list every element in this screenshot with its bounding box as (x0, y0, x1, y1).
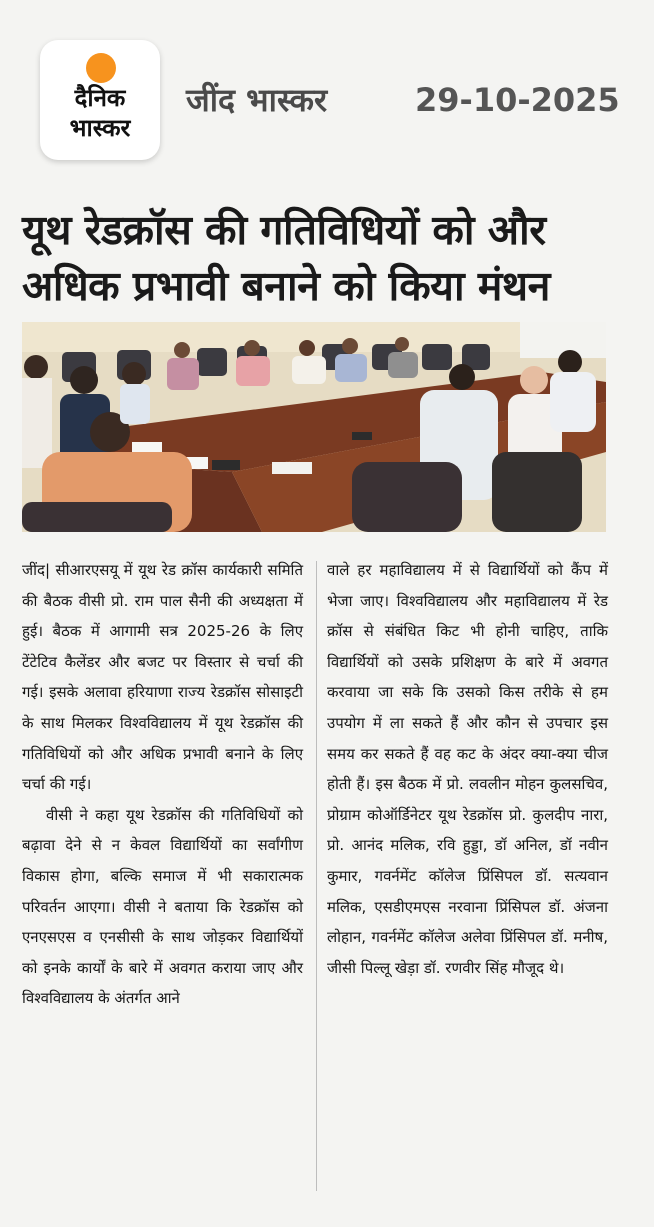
edition-name: जींद भास्कर (186, 81, 328, 119)
column-divider (316, 561, 317, 1191)
logo-text-line2: भास्कर (69, 114, 131, 142)
article-column-left (22, 555, 303, 1014)
meeting-photo (22, 322, 606, 532)
article-paragraph: वीसी ने कहा यूथ रेडक्रॉस की गतिविधियों को बढ़ावा देने से न केवल विद्यार्थियों का सर्वांगीण विकास होगा, बल्कि समाज में भी सकारात्मक परिवर्तन आएगा। वीसी ने बताया कि रेडक्रॉस को एनएसएस व एनसीसी के साथ जोड़कर विद्यार्थियों को इनके कार्यों के बारे में अवगत कराया जाए और विश्वविद्यालय के अंतर्गत आने (22, 805, 303, 1008)
article-column-right (327, 555, 608, 983)
publication-date: 29-10-2025 (415, 81, 620, 119)
dainik-bhaskar-logo (40, 40, 160, 160)
article-paragraph: जींद| सीआरएसयू में यूथ रेड क्रॉस कार्यकारी समिति की बैठक वीसी प्रो. राम पाल सैनी की अध्यक्षता में हुई। बैठक में आगामी सत्र 2025-26 के लिए टेंटेटिव कैलेंडर और बजट पर विस्तार से चर्चा की गई। इसके अलावा हरियाणा राज्य रेडक्रॉस सोसाइटी के साथ मिलकर विश्वविद्यालय में यूथ रेडक्रॉस की गतिविधियों को और अधिक प्रभावी बनाने के लिए चर्चा की गई। (22, 561, 303, 794)
article-body (22, 555, 610, 1205)
sun-icon (86, 53, 116, 83)
logo-text-line1: दैनिक (74, 84, 126, 112)
masthead (0, 0, 654, 180)
headline: यूथ रेडक्रॉस की गतिविधियों को और अधिक प्रभावी बनाने को किया मंथन (22, 206, 550, 310)
article-paragraph: वाले हर महाविद्यालय में से विद्यार्थियों को कैंप में भेजा जाए। विश्वविद्यालय और महाविद्यालय में रेड क्रॉस से संबंधित किट भी होनी चाहिए, ताकि विद्यार्थियों को उसके प्रशिक्षण के बारे में अवगत करवाया जा सके कि उसको किस तरीके से हम उपयोग में ला सकते हैं और कौन से उपचार इस समय कर सकते हैं वह कट के अंदर क्या-क्या चीज होती हैं। इस बैठक में प्रो. लवलीन मोहन कुलसचिव, प्रोग्राम कोऑर्डिनेटर यूथ रेडक्रॉस प्रो. कुलदीप नारा, प्रो. आनंद मलिक, रवि हुड्डा, डॉ अनिल, डॉ नवीन कुमार, गवर्नमेंट कॉलेज प्रिंसिपल डॉ. सत्यवान मलिक, एसडीएमएस नरवाना प्रिंसिपल डॉ. अंजना लोहान, गवर्नमेंट कॉलेज अलेवा प्रिंसिपल डॉ. मनीष, जीसी पिल्लू खेड़ा डॉ. रणवीर सिंह मौजूद थे। (327, 561, 608, 977)
